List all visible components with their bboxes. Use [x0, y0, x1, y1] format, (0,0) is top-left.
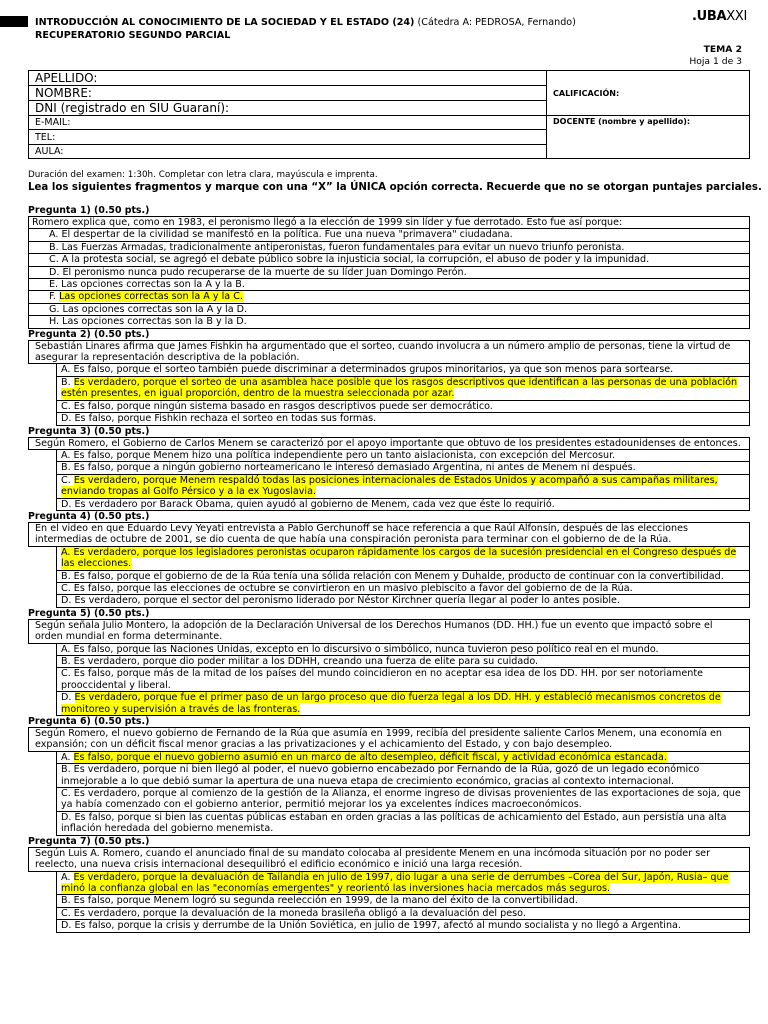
exam-header [35, 16, 576, 42]
answer-option[interactable] [28, 279, 750, 291]
option-text: B. [61, 376, 74, 388]
option-text: B. Es falso, porque el gobierno de de la Rúa tenía una sólida relación con Menem y Duhalde, producto de continuar con la convertibilidad. [61, 570, 724, 582]
option-text: C. Es verdadero, porque al comienzo de la gestión de la Alianza, el enorme ingreso de divisas provenientes de las exportaciones de soja, que ya había comenzado con el gobierno anterior, permitió mejorar los ya excelentes índices macroeconómicos. [61, 788, 741, 811]
answer-options [56, 644, 750, 716]
option-text: A. Es falso, porque las Naciones Unidas, excepto en lo discursivo o simbólico, nunca tuvieron peso político real en el mundo. [61, 643, 659, 655]
answer-option[interactable] [56, 450, 750, 462]
option-text: B. Es verdadero, porque ni bien llegó al poder, el nuevo gobierno encabezado por Fernando de la Rúa, gozó de un legado económico inmejorable a lo que debió sumar la apertura de una nueva etapa de crecimiento económico, gracias al contexto internacional. [61, 764, 700, 787]
highlighted-answer: Es verdadero, porque Menem respaldó todas las posiciones internacionales de Estados Unidos y acompañó a sus campañas militares, enviando tropas al Golfo Pérsico y a la ex Yugoslavia. [61, 474, 718, 498]
answer-option[interactable] [28, 229, 750, 241]
student-info-table [28, 70, 750, 159]
answer-option[interactable] [28, 267, 750, 279]
question-stem: Según Luis A. Romero, cuando el anunciado final de su mandato colocaba al presidente Menem en una incómoda situación por no poder ser reelecto, una nueva crisis internacional desequilibró el edificio económico e inició una larga recesión. [28, 847, 750, 872]
page-number: Hoja 1 de 3 [689, 56, 742, 67]
answer-option[interactable] [56, 475, 750, 499]
answer-option[interactable] [56, 812, 750, 836]
highlighted-answer: Las opciones correctas son la A y la C. [59, 291, 243, 303]
option-text: D. Es verdadero por Barack Obama, quien ayudó al gobierno de Menem, cada vez que éste lo requirió. [61, 498, 555, 510]
answer-option[interactable] [56, 401, 750, 413]
course-title: INTRODUCCIÓN AL CONOCIMIENTO DE LA SOCIEDAD Y EL ESTADO (24) [35, 17, 415, 28]
option-text: C. Es verdadero, porque la devaluación de la moneda brasileña obligó a la devaluación del peso. [61, 907, 526, 919]
answer-option[interactable] [56, 764, 750, 788]
answer-option[interactable] [56, 595, 750, 607]
answer-options [56, 364, 750, 425]
option-text: B. Es verdadero, porque dio poder militar a los DDHH, creando una fuerza de elite para su cuidado. [61, 656, 539, 667]
option-text: C. Es falso, porque más de la mitad de los países del mundo coincidieron en no aceptar esa idea de los DD. HH. por ser notoriamente prooccidental y liberal. [61, 668, 703, 691]
option-text: C. Es falso, porque las elecciones de octubre se convirtieron en un masivo plebiscito a favor del gobierno de de la Rúa. [61, 582, 633, 594]
calificacion-field[interactable]: CALIFICACIÓN: [547, 71, 750, 116]
nombre-field[interactable]: NOMBRE: [29, 86, 547, 101]
answer-option[interactable] [56, 462, 750, 474]
question-label: Pregunta 6) (0.50 pts.) [28, 716, 150, 728]
answer-option[interactable] [56, 364, 750, 376]
option-text: C. A la protesta social, se agregó el debate público sobre la injusticia social, la corrupción, el abuso de poder y la impunidad. [49, 254, 650, 266]
exam-duration: Duración del examen: 1:30h. Completar con letra clara, mayúscula e imprenta. [28, 170, 378, 180]
question-stem: Según señala Julio Montero, la adopción de la Declaración Universal de los Derechos Humanos (DD. HH.) fue un evento que impactó sobre el orden mundial en forma determinante. [28, 619, 750, 644]
question-label: Pregunta 2) (0.50 pts.) [28, 328, 150, 340]
answer-options [56, 450, 750, 511]
option-text: A. Es falso, porque el sorteo también puede discriminar a determinados grupos minoritarios, ya que son menos para sortearse. [61, 364, 674, 376]
answer-option[interactable] [56, 499, 750, 511]
option-text: H. Las opciones correctas son la B y la D. [49, 316, 247, 328]
questions-list [28, 205, 750, 933]
option-text: D. El peronismo nunca pudo recuperarse de la muerte de su líder Juan Domingo Perón. [49, 266, 467, 278]
answer-option[interactable] [56, 644, 750, 656]
answer-options [56, 547, 750, 608]
docente-field[interactable]: DOCENTE (nombre y apellido): [547, 116, 750, 159]
answer-options [56, 752, 750, 836]
answer-option[interactable] [56, 692, 750, 716]
apellido-field[interactable]: APELLIDO: [29, 71, 547, 86]
answer-option[interactable] [28, 291, 750, 303]
highlighted-answer: Es verdadero, porque la devaluación de Tailandia en julio de 1997, dio lugar a una serie de derrumbes –Corea del Sur, Japón, Rusia– que minó la confianza global en las "economías emergentes" y reorientó las inversiones hacia mercados más seguros. [61, 871, 729, 894]
option-text: A. Es falso, porque Menem hizo una política independiente pero un tanto aislacionista, con excepción del Mercosur. [61, 449, 616, 461]
option-text: A. El despertar de la civilidad se manifestó en la política. Fue una nueva "primavera" ciudadana. [49, 229, 513, 241]
option-text: G. Las opciones correctas son la A y la D. [49, 303, 248, 315]
question-label: Pregunta 1) (0.50 pts.) [28, 205, 150, 216]
option-text: E. Las opciones correctas son la A y la B. [49, 279, 245, 291]
answer-option[interactable] [56, 895, 750, 907]
question-stem: Según Romero, el Gobierno de Carlos Menem se caracterizó por el apoyo importante que obtuvo de los presidentes estadounidenses de entonces. [28, 437, 750, 450]
answer-option[interactable] [28, 242, 750, 254]
answer-options [28, 229, 750, 328]
answer-option[interactable] [56, 668, 750, 692]
email-field[interactable]: E-MAIL: [29, 116, 547, 130]
option-text: D. Es verdadero, porque el sector del peronismo liderado por Néstor Kirchner quería llegar al poder lo antes posible. [61, 595, 620, 607]
answer-option[interactable] [56, 413, 750, 425]
header-black-bar [0, 16, 28, 27]
logo-main: .UBA [692, 9, 727, 24]
highlighted-answer: Es verdadero, porque el sorteo de una asamblea hace posible que los rasgos descriptivos que identifican a las personas de una población estén presentes, en igual proporción, dentro de la muestra seleccionada por azar. [61, 376, 738, 400]
option-text: B. Es falso, porque a ningún gobierno norteamericano le interesó demasiado Argentina, ni antes de Menem ni después. [61, 462, 636, 474]
answer-option[interactable] [56, 656, 750, 668]
highlighted-answer: Es verdadero, porque fue el primer paso de un largo proceso que dio fuerza legal a los DD. HH. y estableció mecanismos concretos de monitoreo y supervisión a través de las fronteras. [61, 692, 721, 715]
option-text: A. [61, 751, 74, 763]
question-label: Pregunta 7) (0.50 pts.) [28, 835, 150, 847]
uba-xxi-logo [692, 9, 747, 24]
question-stem: Sebastián Linares afirma que James Fishkin ha argumentado que el sorteo, cuando involucra a un número amplio de personas, tiene la virtud de asegurar la representación descriptiva de la población. [28, 340, 750, 365]
logo-suffix: XXI [726, 9, 748, 24]
question-stem: Romero explica que, como en 1983, el peronismo llegó a la elección de 1999 sin líder y fue derrotado. Esto fue así porque: [28, 216, 750, 229]
answer-option[interactable] [56, 571, 750, 583]
question-label: Pregunta 3) (0.50 pts.) [28, 425, 150, 437]
answer-option[interactable] [56, 908, 750, 920]
highlighted-answer: Es falso, porque el nuevo gobierno asumió en un marco de alto desempleo, déficit fiscal, y actividad económica estancada. [73, 751, 667, 763]
option-text: B. Las Fuerzas Armadas, tradicionalmente antiperonistas, fueron fundamentales para evitar un nuevo triunfo peronista. [49, 241, 625, 253]
exam-instructions: Lea los siguientes fragmentos y marque con una “X” la ÚNICA opción correcta. Recuerde que no se otorgan puntajes parciales. [28, 182, 762, 193]
question-label: Pregunta 4) (0.50 pts.) [28, 510, 150, 522]
option-text: C. Es falso, porque ningún sistema basado en rasgos descriptivos puede ser democrático. [61, 400, 493, 412]
option-text: C. [61, 474, 74, 486]
option-text: D. Es falso, porque la crisis y derrumbe de la Unión Soviética, en julio de 1997, afectó al mundo socialista y no llegó a Argentina. [61, 920, 681, 932]
answer-option[interactable] [56, 920, 750, 932]
option-text: A. [61, 871, 74, 883]
question-stem: En el video en que Eduardo Levy Yeyati entrevista a Pablo Gerchunoff se hace referencia a que Raúl Alfonsín, después de las elecciones intermedias de octubre de 2001, se dio cuenta de que había una conspiración peronista para terminar con el gobierno de de la Rúa. [28, 522, 750, 547]
catedra: (Cátedra A: PEDROSA, Fernando) [414, 17, 576, 28]
answer-option[interactable] [56, 377, 750, 401]
option-text: D. Es falso, porque si bien las cuentas públicas estaban en orden gracias a las políticas de achicamiento del Estado, aun persistía una alta inflación heredada del gobierno menemista. [61, 811, 727, 835]
option-text: D. [61, 692, 75, 704]
aula-field[interactable]: AULA: [29, 144, 547, 158]
answer-option[interactable] [56, 547, 750, 571]
option-text: F. [49, 291, 60, 303]
answer-options [56, 872, 750, 933]
answer-option[interactable] [28, 254, 750, 266]
answer-option[interactable] [56, 752, 750, 764]
tel-field[interactable]: TEL: [29, 130, 547, 144]
option-text: D. Es falso, porque Fishkin rechaza el sorteo en todas sus formas. [61, 413, 377, 425]
answer-option[interactable] [56, 583, 750, 595]
tema-label: TEMA 2 [703, 44, 742, 55]
question-stem: Según Romero, el nuevo gobierno de Fernando de la Rúa que asumía en 1999, recibía del presidente saliente Carlos Menem, una economía en expansión; con un déficit fiscal menor gracias a las privatizaciones y el achicamiento del Estado, y con bajo desempleo. [28, 727, 750, 752]
answer-option[interactable] [28, 304, 750, 316]
answer-option[interactable] [56, 872, 750, 896]
tema-block [689, 44, 742, 68]
option-text: B. Es falso, porque Menem logró su segunda reelección en 1999, de la mano del éxito de la convertibilidad. [61, 895, 578, 907]
answer-option[interactable] [28, 316, 750, 328]
question-label: Pregunta 5) (0.50 pts.) [28, 607, 150, 619]
answer-option[interactable] [56, 788, 750, 812]
dni-field[interactable]: DNI (registrado en SIU Guaraní): [29, 101, 547, 116]
highlighted-answer: A. Es verdadero, porque los legisladores peronistas ocuparon rápidamente los cargos de la sucesión presidencial en el Congreso después de las elecciones. [61, 546, 737, 570]
exam-subtitle: RECUPERATORIO SEGUNDO PARCIAL [35, 30, 231, 41]
